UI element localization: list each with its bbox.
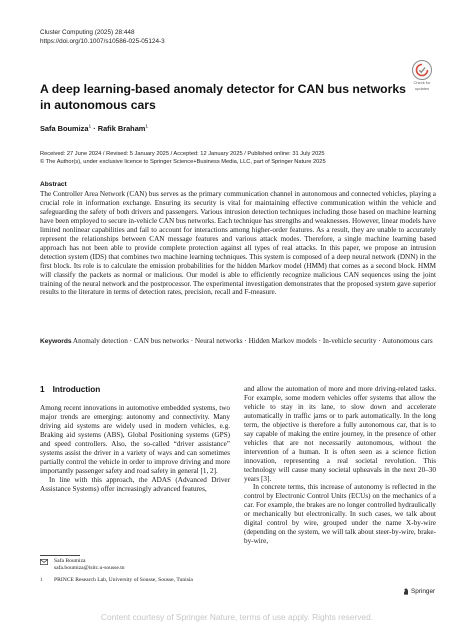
section-number: 1 [40,385,45,394]
corresponding-author-email[interactable]: safa.boumiza@isitc.u-sousse.tn [54,565,125,572]
keywords-label: Keywords [40,338,72,345]
publication-history [40,150,440,166]
watermark-text: Content courtesy of Springer Nature, terms of use apply. Rights reserved. [100,612,374,622]
keywords-list: Anomaly detection · CAN bus networks · Neural networks · Hidden Markov models · In-vehicle security · Autonomous cars [72,337,433,345]
body-paragraph: and allow the automation of more and more driving-related tasks. For example, some modern vehicles offer systems that allow the vehicle to stay in its lane, to slow down and accelerate automatically in traffic jams or to park automatically. In the long term, the objective is therefore a fully autonomous car, that is to say capable of making the entire journey, in the presence of other vehicles that are not necessarily autonomous, without the intervention of a human. It is often seen as a science fiction innovation, representing a real societal revolution. This technology will cause many societal upheavals in the next 20–30 years [3]. [244,385,436,483]
doi-link[interactable]: https://doi.org/10.1007/s10586-025-05124-3 [40,38,165,45]
check-updates-line1: Check for [413,80,431,85]
chess-knight-icon [403,588,409,595]
dates-line: Received: 27 June 2024 / Revised: 5 January 2025 / Accepted: 12 January 2025 / Published online: 31 July 2025 [40,151,325,157]
journal-header [40,28,165,46]
publisher-name: Springer [411,588,436,595]
corresponding-author-name: Safa Boumiza [54,558,86,564]
keywords [40,337,436,346]
affiliation-note [40,577,230,587]
check-updates-line2: updates [414,85,430,91]
affiliation-text: PRINCE Research Lab, University of Sousse, Sousse, Tunisia [54,577,193,584]
paper-title: A deep learning-based anomaly detector for CAN bus networks in autonomous cars [40,82,406,112]
affiliation-number: 1 [40,578,43,584]
author-affiliation-mark: 1 [145,124,149,130]
author-separator: · [93,124,96,133]
corresponding-author-note [40,558,230,572]
author-name[interactable]: Safa Boumiza [40,124,89,133]
body-column-right [244,385,436,546]
body-paragraph: In line with this approach, the ADAS (Advanced Driver Assistance Systems) offer increasingly advanced features, [40,475,230,493]
section-heading-introduction [40,385,100,394]
author-name[interactable]: Rafik Braham [97,124,146,133]
body-paragraph: In concrete terms, this increase of autonomy is reflected in the control by Electronic Control Units (ECUs) on the mechanics of a car. For example, the brakes are no longer controlled hydraulically or mechanically but electronically. In such cases, we talk about digital control by wire, grouped under the name X-by-wire (depending on the system, we will talk about steer-by-wire, brake-by-wire, [244,483,436,546]
author-affiliation-mark: 1 [88,124,92,130]
check-updates-icon [412,60,432,80]
section-title: Introduction [52,385,101,394]
copyright-line: © The Author(s), under exclusive licence to Springer Science+Business Media, LLC, part of Springer Nature 2025 [40,159,326,165]
abstract-text: The Controller Area Network (CAN) bus serves as the primary communication channel in autonomous and connected vehicles, playing a crucial role in information exchange. Ensuring its security is vital for maintaining effective communication within the vehicle and safeguarding the safety of both drivers and passengers. Various intrusion detection techniques including those based on machine learning have been employed to secure in-vehicle CAN bus networks. Each technique has strengths and weaknesses. However, linear models have limited nonlinear capabilities and fail to account for interactions among higher-order features. As a result, they are unable to accurately represent the relationships between CAN message features and various attack modes. Therefore, a single machine learning based approach has not been able to provide complete protection against all types of real attacks. In this paper, we propose an intrusion detection system (IDS) that combines two machine learning techniques. This system is composed of a deep neural network (DNN) in the first block. Its role is to calculate the emission probabilities for the hidden Markov model (HMM) that comes as a second block. HMM will classify the packets as normal or malicious. Our model is able to efficiently recognize malicious CAN sequences using the joint training of the neural network and the postprocessor. The experimental investigation demonstrates that the proposed system gave superior results to the literature in terms of detection rates, precision, recall and F-measure. [40,190,436,297]
footnotes [40,558,230,592]
abstract-heading: Abstract [40,181,67,188]
body-paragraph: Among recent innovations in automotive embedded systems, two major trends are emerging: autonomy and connectivity. Many driving aid systems are widely used in modern vehicles, e.g. Braking aid systems (ABS), Global Positioning systems (GPS) and speed controllers. Also, the so-called “driver assistance” systems assist the driver in a variety of ways and can sometimes partially control the vehicle in order to improve driving and more importantly passenger safety and road safety in general [1, 2]. [40,404,230,475]
footnote-divider [40,555,80,556]
journal-citation: Cluster Computing (2025) 28:448 [40,29,135,36]
envelope-icon [40,558,54,572]
body-column-left [40,404,230,494]
author-list [40,124,148,133]
publisher-logo [403,588,435,595]
